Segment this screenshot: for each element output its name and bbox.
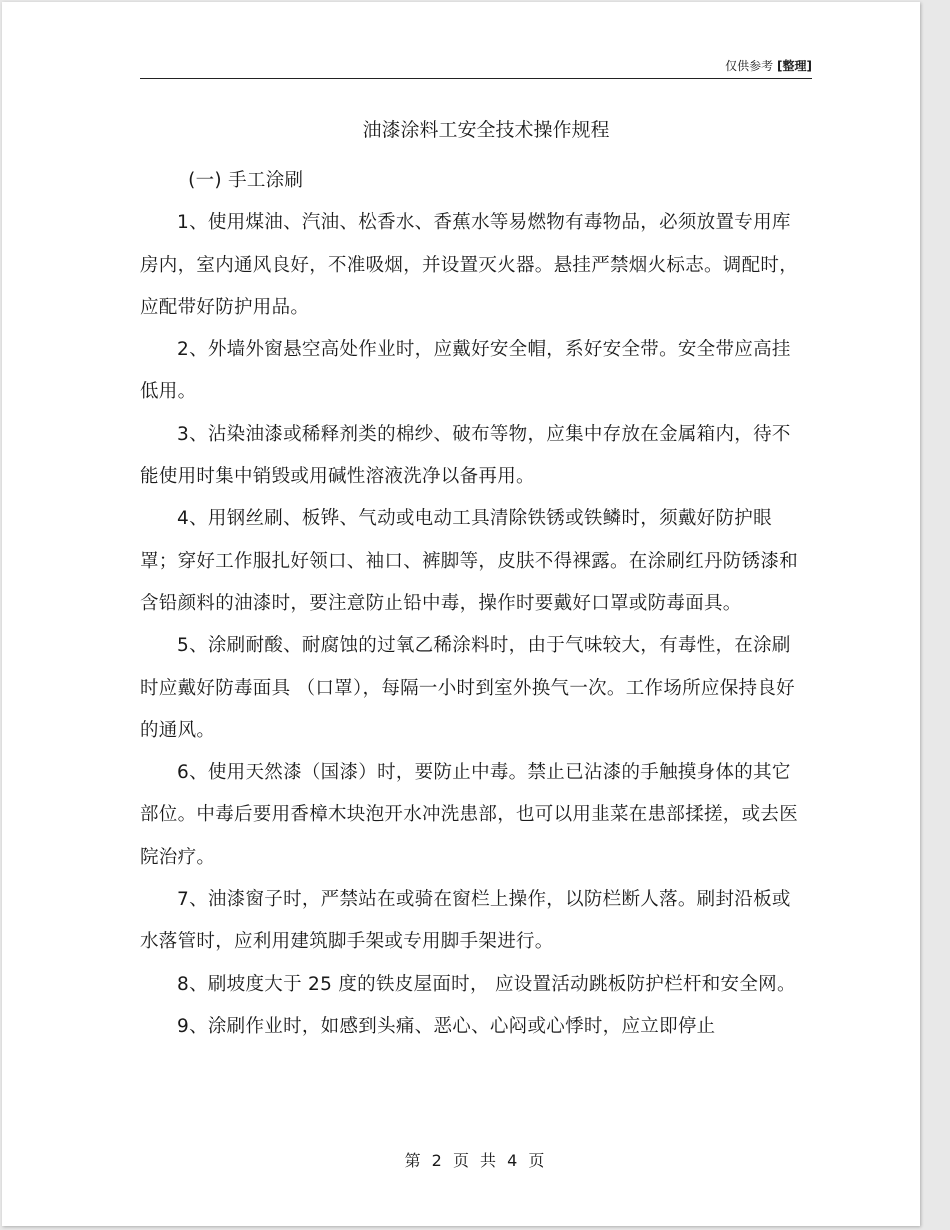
paragraph-3: 3、沾染油漆或稀释剂类的棉纱、破布等物，应集中存放在金属箱内，待不能使用时集中销毁或用碱性溶液洗净以备再用。 <box>140 423 791 488</box>
paragraph-7: 7、油漆窗子时，严禁站在或骑在窗栏上操作，以防栏断人落。刷封沿板或水落管时，应利用建筑脚手架或专用脚手架进行。 <box>140 889 791 953</box>
paragraph-2: 2、外墙外窗悬空高处作业时，应戴好安全帽，系好安全带。安全带应高挂低用。 <box>140 339 791 403</box>
document-page <box>2 2 920 1226</box>
paragraph-9: 9、涂刷作业时，如感到头痛、恶心、心闷或心悸时，应立即停止 <box>177 1015 716 1037</box>
document-body <box>140 160 800 1048</box>
page-header <box>140 54 812 79</box>
paragraph-1: 1、使用煤油、汽油、松香水、香蕉水等易燃物有毒物品，必须放置专用库房内，室内通风良好，不准吸烟，并设置灭火器。悬挂严禁烟火标志。调配时，应配带好防护用品。 <box>140 212 799 318</box>
header-note: 仅供参考 <box>725 59 774 73</box>
paragraph-4: 4、用钢丝刷、板铧、气动或电动工具清除铁锈或铁鳞时，须戴好防护眼罩；穿好工作服扎好领口、袖口、裤脚等，皮肤不得裸露。在涂刷红丹防锈漆和含铅颜料的油漆时，要注意防止铅中毒，操作时要戴好口罩或防毒面具。 <box>140 508 799 614</box>
page-footer: 第 2 页 共 4 页 <box>404 1151 545 1170</box>
paragraph-5: 5、涂刷耐酸、耐腐蚀的过氧乙稀涂料时，由于气味较大，有毒性，在涂刷时应戴好防毒面具 （口罩），每隔一小时到室外换气一次。工作场所应保持良好的通风。 <box>140 635 795 741</box>
section-heading: (一) 手工涂刷 <box>188 170 304 191</box>
document-title: 油漆涂料工安全技术操作规程 <box>362 119 610 141</box>
paragraph-8: 8、刷坡度大于 25 度的铁皮屋面时， 应设置活动跳板防护栏杆和安全网。 <box>177 973 796 995</box>
header-tag: [整理] <box>777 59 812 73</box>
paragraph-6: 6、使用天然漆（国漆）时，要防止中毒。禁止已沾漆的手触摸身体的其它部位。中毒后要用香樟木块泡开水冲洗患部，也可以用韭菜在患部揉搓，或去医院治疗。 <box>140 762 799 868</box>
